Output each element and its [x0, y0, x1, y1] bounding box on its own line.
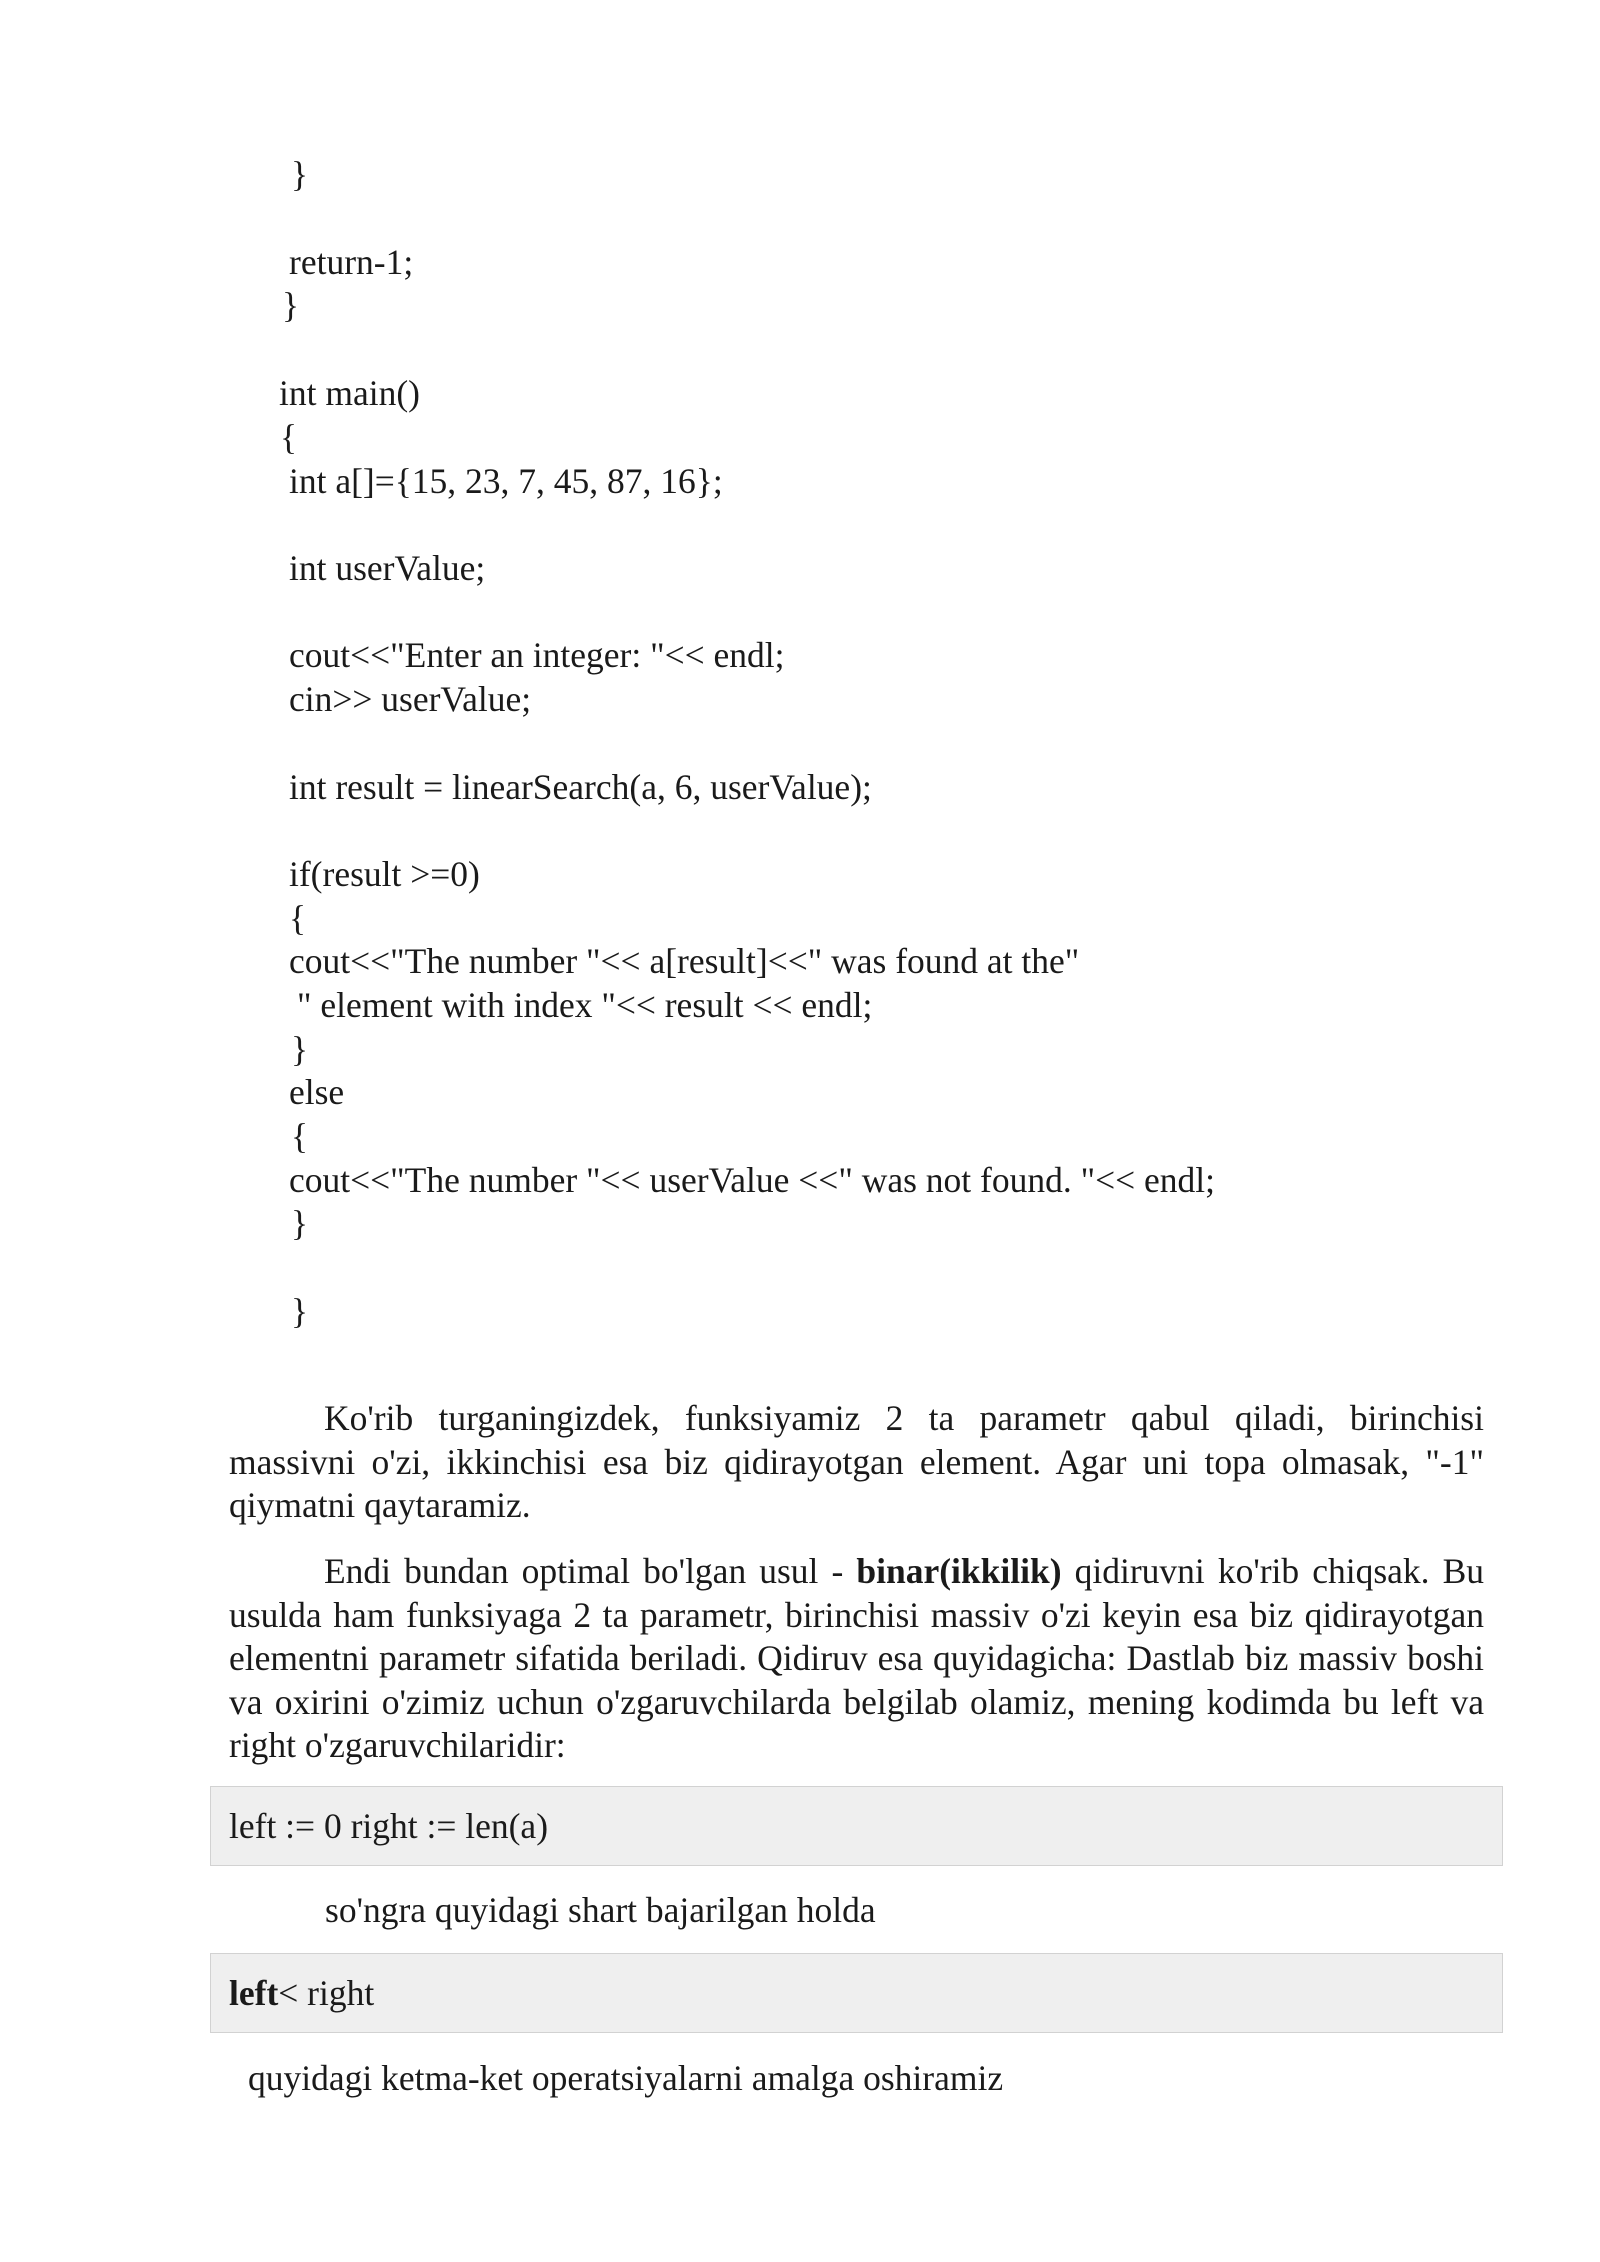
code-box-text: left := 0 right := len(a)	[229, 1806, 549, 1846]
code-line: cout<<"Enter an integer: "<< endl;	[289, 635, 785, 675]
paragraph-text: Endi bundan optimal bo'lgan usul -	[324, 1551, 857, 1591]
paragraph	[229, 1397, 1484, 1528]
code-box	[210, 1786, 1503, 1866]
code-line: cin>> userValue;	[289, 679, 532, 719]
code-line: if(result >=0)	[289, 854, 480, 894]
code-line: int main()	[279, 373, 420, 413]
text-line: quyidagi ketma-ket operatsiyalarni amalga oshiramiz	[248, 2058, 1004, 2098]
code-line: }	[291, 1203, 309, 1243]
bold-term: binar(ikkilik)	[856, 1551, 1062, 1591]
code-line: }	[291, 154, 309, 194]
paragraph-text: qidiruvni ko'rib chiqsak. Bu usulda ham funksiyaga 2 ta parametr, birinchisi massiv o'zi keyin esa biz qidirayotgan elementni parametr sifatida beriladi. Qidiruv esa quyidagicha: Dastlab biz massiv boshi va oxirini o'zimiz uchun o'zgaruvchilarda belgilab olamiz, mening kodimda bu left va right o'zgaruvchilaridir:	[229, 1551, 1484, 1765]
code-line: }	[291, 1029, 309, 1069]
code-line: int result = linearSearch(a, 6, userValue);	[289, 767, 872, 807]
code-line: else	[289, 1072, 345, 1112]
code-box-rest: < right	[278, 1973, 375, 2013]
code-line: {	[280, 417, 298, 457]
paragraph-text: Ko'rib turganingizdek, funksiyamiz 2 ta parametr qabul qiladi, birinchisi massivni o'zi, ikkinchisi esa biz qidirayotgan element. Agar uni topa olmasak, "-1" qiymatni qaytaramiz.	[229, 1398, 1484, 1525]
code-line: }	[291, 1291, 309, 1331]
code-box-text	[229, 1971, 374, 2015]
code-line: cout<<"The number "<< userValue <<" was not found. "<< endl;	[289, 1160, 1215, 1200]
code-line: {	[289, 898, 307, 938]
code-box-bold: left	[229, 1973, 279, 2013]
code-box	[210, 1953, 1503, 2033]
code-line: cout<<"The number "<< a[result]<<" was found at the"	[289, 941, 1080, 981]
code-line: " element with index "<< result << endl;	[297, 985, 873, 1025]
code-line: }	[282, 285, 300, 325]
paragraph	[229, 1550, 1484, 1768]
code-line: {	[291, 1116, 309, 1156]
code-line: int userValue;	[289, 548, 486, 588]
code-line: int a[]={15, 23, 7, 45, 87, 16};	[289, 461, 723, 501]
text-line: so'ngra quyidagi shart bajarilgan holda	[325, 1890, 876, 1930]
code-line: return-1;	[289, 242, 414, 282]
